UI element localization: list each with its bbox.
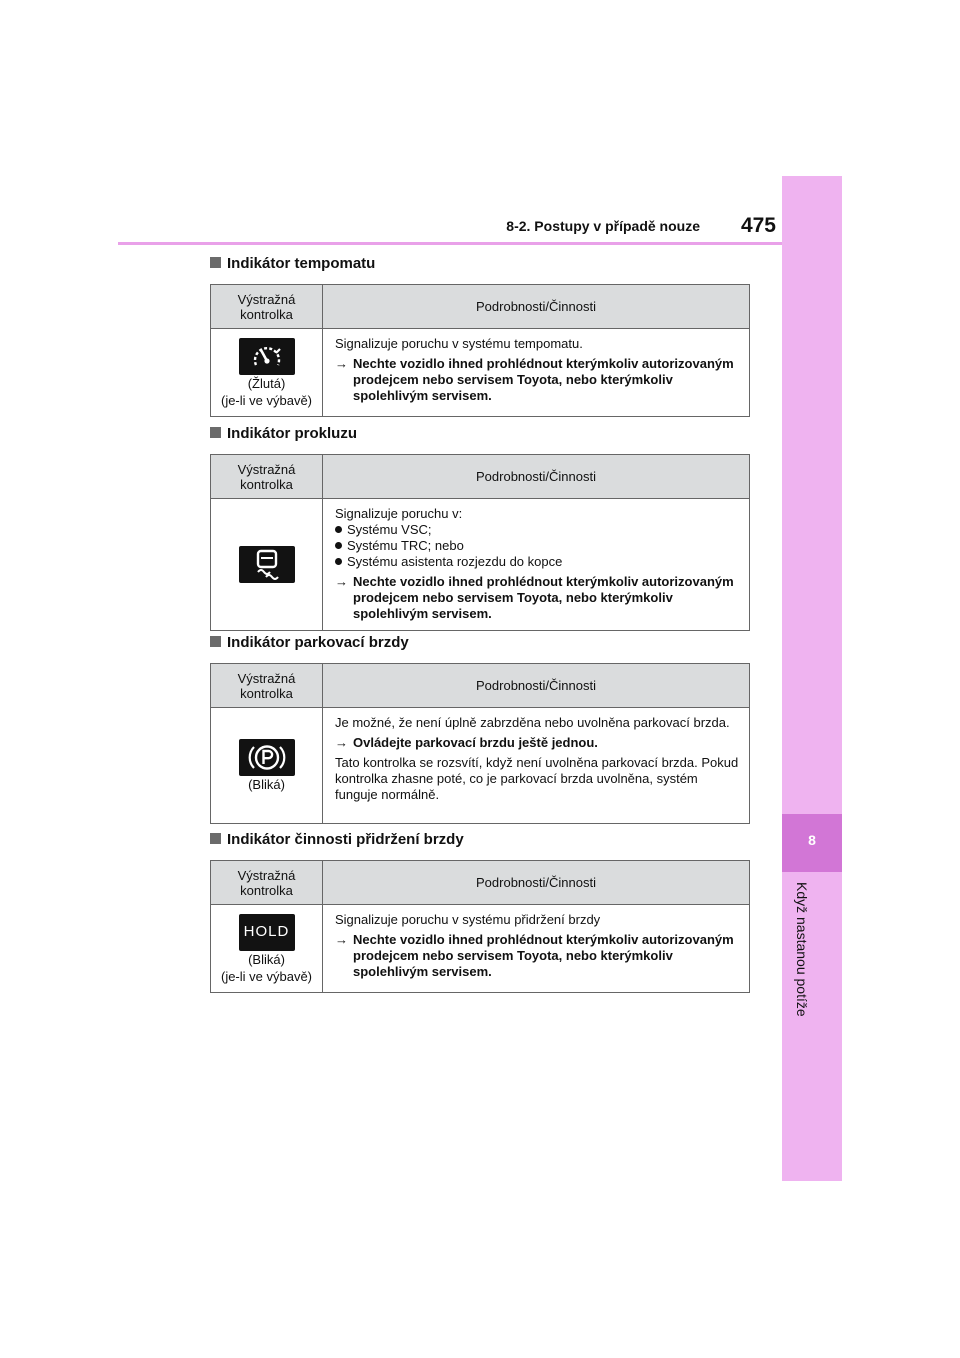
square-bullet-icon	[210, 427, 221, 438]
table-slip-indicator	[210, 454, 750, 631]
heading-brake-hold	[210, 831, 464, 848]
page-number: 475	[740, 214, 776, 237]
bullet-icon	[335, 558, 342, 565]
details-cell	[323, 905, 750, 993]
heading-slip-indicator	[210, 425, 357, 442]
arrow-icon: →	[335, 932, 348, 947]
icon-cell	[211, 329, 323, 417]
col-header-warning-light: Výstražná kontrolka	[211, 664, 323, 708]
details-note: Tato kontrolka se rozsvítí, když není uvolněna parkovací brzda. Pokud kontrolka zhasne poté, co je parkovací brzda uvolněna, systém funguje normálně.	[335, 755, 739, 802]
icon-caption: (Bliká)	[248, 776, 285, 792]
col-header-warning-light: Výstražná kontrolka	[211, 861, 323, 905]
details-action: Nechte vozidlo ihned prohlédnout kterýmkoliv autorizovaným prodejcem nebo servisem Toyota, nebo kterýmkoliv spolehlivým servisem.	[353, 932, 734, 979]
details-cell	[323, 499, 750, 631]
icon-caption: (Žlutá)	[247, 376, 286, 391]
details-intro: Signalizuje poruchu v:	[335, 506, 463, 521]
col-header-details: Podrobnosti/Činnosti	[323, 285, 750, 329]
icon-caption: (je-li ve výbavě)	[220, 969, 313, 984]
heading-text: Indikátor tempomatu	[227, 255, 376, 272]
list-item: Systému VSC;	[335, 522, 743, 538]
brake-hold-icon-text: HOLD	[243, 923, 290, 940]
heading-parking-brake	[210, 634, 409, 651]
col-header-details: Podrobnosti/Činnosti	[323, 664, 750, 708]
details-cell	[323, 708, 750, 824]
list-item: Systému TRC; nebo	[335, 538, 743, 554]
parking-brake-icon	[239, 739, 295, 776]
details-cell	[323, 329, 750, 417]
heading-cruise-control	[210, 255, 375, 272]
bullet-icon	[335, 542, 342, 549]
arrow-icon: →	[335, 356, 348, 371]
heading-text: Indikátor parkovací brzdy	[227, 634, 409, 651]
header-rule	[118, 242, 782, 245]
details-action: Nechte vozidlo ihned prohlédnout kterýmkoliv autorizovaným prodejcem nebo servisem Toyota, nebo kterýmkoliv spolehlivým servisem.	[353, 356, 734, 403]
col-header-warning-light: Výstražná kontrolka	[211, 455, 323, 499]
details-intro: Signalizuje poruchu v systému tempomatu.	[335, 336, 583, 351]
arrow-icon: →	[335, 574, 348, 589]
details-intro: Je možné, že není úplně zabrzděna nebo uvolněna parkovací brzda.	[335, 715, 730, 730]
table-cruise-control	[210, 284, 750, 417]
col-header-warning-light: Výstražná kontrolka	[211, 285, 323, 329]
icon-caption: (Bliká)	[248, 952, 285, 967]
details-action: Nechte vozidlo ihned prohlédnout kterýmkoliv autorizovaným prodejcem nebo servisem Toyota, nebo kterýmkoliv spolehlivým servisem.	[353, 574, 734, 621]
chapter-number: 8	[808, 832, 816, 848]
col-header-details: Podrobnosti/Činnosti	[323, 455, 750, 499]
col-header-details: Podrobnosti/Činnosti	[323, 861, 750, 905]
heading-text: Indikátor činnosti přidržení brzdy	[227, 831, 464, 848]
table-parking-brake	[210, 663, 750, 824]
icon-caption: (je-li ve výbavě)	[220, 393, 313, 408]
chapter-label: Když nastanou potíže	[794, 882, 810, 1017]
square-bullet-icon	[210, 636, 221, 647]
arrow-icon: →	[335, 735, 348, 750]
square-bullet-icon	[210, 257, 221, 268]
section-title: 8-2. Postupy v případě nouze	[506, 218, 700, 234]
icon-cell	[211, 708, 323, 824]
brake-hold-icon	[239, 914, 295, 951]
heading-text: Indikátor prokluzu	[227, 425, 358, 442]
icon-cell	[211, 905, 323, 993]
table-brake-hold	[210, 860, 750, 993]
list-item: Systému asistenta rozjezdu do kopce	[335, 554, 743, 570]
bullet-icon	[335, 526, 342, 533]
icon-cell	[211, 499, 323, 631]
details-action: Ovládejte parkovací brzdu ještě jednou.	[353, 735, 598, 750]
slip-indicator-icon	[239, 546, 295, 583]
cruise-control-icon	[239, 338, 295, 375]
details-intro: Signalizuje poruchu v systému přidržení brzdy	[335, 912, 601, 927]
square-bullet-icon	[210, 833, 221, 844]
